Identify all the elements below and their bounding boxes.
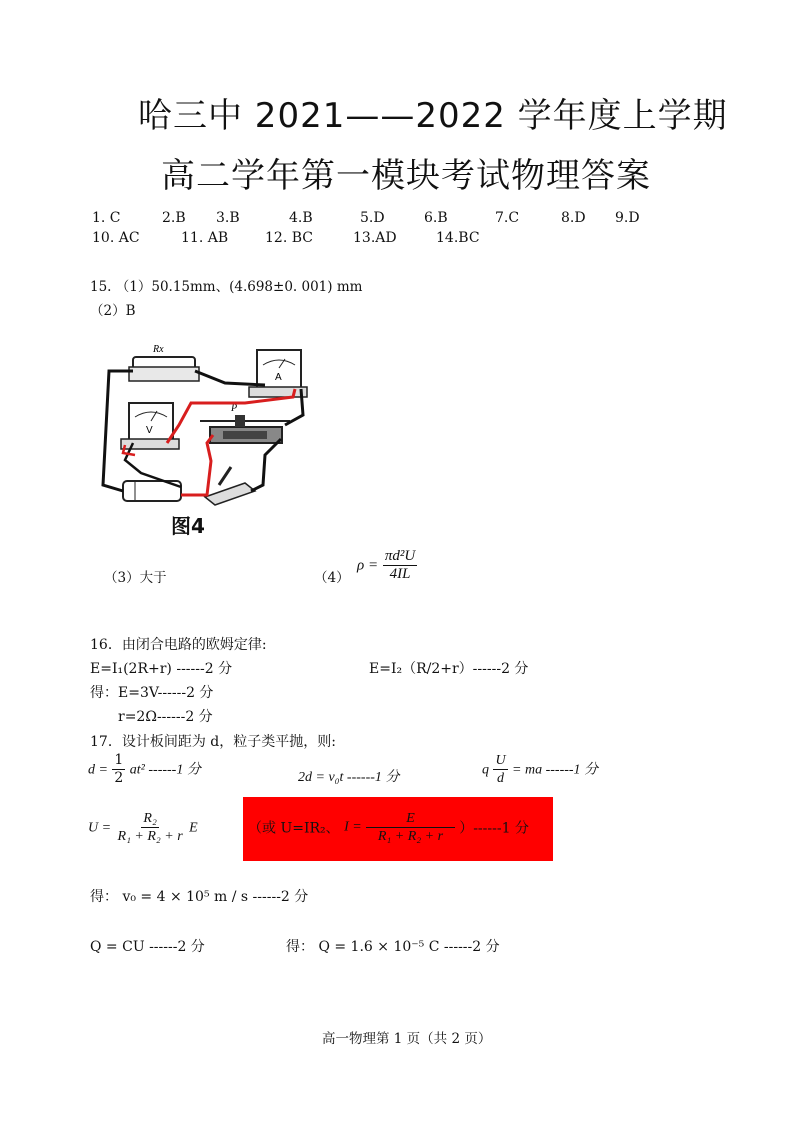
q16-intro: 16．由闭合电路的欧姆定律: [90, 637, 267, 653]
answer-9: 9.D [615, 210, 640, 226]
answer-10: 10. AC [92, 230, 140, 246]
q17-eq-u: U = $\frac{\text{R₂}}{\text{R₁ + R₂ + r}}$ E [88, 811, 198, 844]
answer-11: 11. AB [181, 230, 229, 246]
q15-part2: （2）B [90, 303, 136, 319]
voltmeter-label: V [146, 425, 153, 436]
q17-eq-d: d = $\frac{1}{2}$ at² ------1 分 [88, 752, 201, 786]
q16-eq1: E=I₁(2R+r) ------2 分 [90, 661, 233, 677]
answer-12: 12. BC [265, 230, 313, 246]
q16-eq3: 得：E=3V------2 分 [90, 685, 214, 701]
q16-eq2: E=I₂（R/2+r）------2 分 [369, 661, 529, 677]
page-subtitle: 高二学年第一模块考试物理答案 [161, 156, 651, 196]
answer-2: 2.B [162, 210, 186, 226]
q17-eq-2d: 2d = v₀t ------1 分 [298, 770, 400, 785]
q17-eq-alt: （或 U=IR₂、 I = $\frac{E}{\text{R₁ + R₂ + r}}$ ）------1 分 [248, 811, 529, 844]
rx-label: Rx [153, 344, 164, 355]
q17-v0: 得： v₀ = 4 × 10⁵ m / s ------2 分 [90, 889, 309, 905]
answer-14: 14.BC [436, 230, 480, 246]
answer-5: 5.D [360, 210, 385, 226]
slider-label: P [231, 403, 238, 414]
answer-8: 8.D [561, 210, 586, 226]
answer-3: 3.B [216, 210, 240, 226]
answer-1: 1. C [92, 210, 121, 226]
q17-eq-q: q $\frac{U}{d}$ = ma ------1 分 [482, 753, 599, 786]
q17-q-result: 得： Q = 1.6 × 10⁻⁵ C ------2 分 [286, 939, 500, 955]
q17-q: Q = CU ------2 分 [90, 939, 205, 955]
resistivity-formula: ρ = $\frac{\text{πd²U}}{4IL}$ [357, 548, 416, 582]
q17-intro: 17．设计板间距为 d，粒子类平抛，则: [90, 734, 336, 750]
circuit-figure [95, 335, 335, 545]
q15-part1: 15. （1）50.15mm、(4.698±0. 001) mm [90, 279, 363, 295]
answer-4: 4.B [289, 210, 313, 226]
answer-7: 7.C [495, 210, 520, 226]
q15-part3: （3）大于 [104, 570, 167, 586]
figure-caption: 图4 [171, 514, 205, 538]
answer-13: 13.AD [353, 230, 397, 246]
q16-eq4: r=2Ω------2 分 [118, 709, 213, 725]
page-title: 哈三中 2021——2022 学年度上学期 [138, 96, 728, 136]
q15-part4-label: （4） [314, 570, 350, 586]
ammeter-label: A [275, 372, 282, 383]
answer-6: 6.B [424, 210, 448, 226]
page-footer: 高一物理第 1 页（共 2 页） [322, 1031, 492, 1047]
